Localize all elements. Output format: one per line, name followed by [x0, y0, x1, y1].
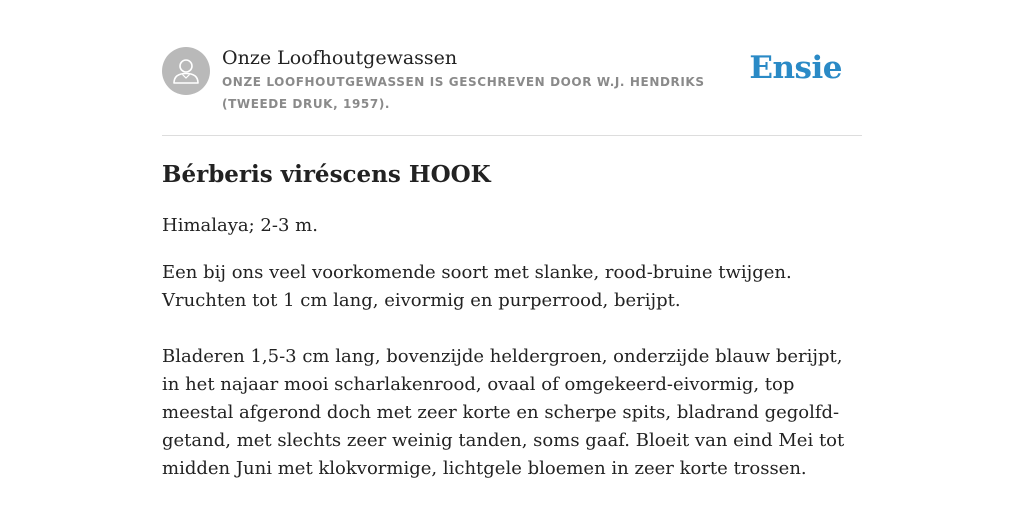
book-subtitle: ONZE LOOFHOUTGEWASSEN IS GESCHREVEN DOOR W.J. HENDRIKS (TWEEDE DRUK, 1957).	[222, 75, 705, 111]
entry-paragraph-origin: Himalaya; 2-3 m.	[162, 215, 318, 236]
divider	[162, 135, 862, 136]
book-header	[162, 46, 862, 118]
book-title[interactable]: Onze Loofhoutgewassen	[222, 47, 458, 69]
entry-paragraph-description: Een bij ons veel voorkomende soort met slanke, rood-bruine twijgen. Vruchten tot 1 cm lang, eivormig en purperrood, berijpt.	[162, 262, 792, 311]
ensie-logo[interactable]: Ensie	[749, 50, 842, 86]
entry-title: Bérberis viréscens HOOK	[162, 161, 491, 188]
avatar[interactable]	[162, 47, 210, 95]
user-icon	[162, 47, 210, 95]
entry-paragraph-leaves: Bladeren 1,5-3 cm lang, bovenzijde heldergroen, onderzijde blauw berijpt, in het najaar mooi scharlakenrood, ovaal of omgekeerd-eivormig, top meestal afgerond doch met zeer korte en scherpe spits, bladrand gegolfd-getand, met slechts zeer weinig tanden, soms gaaf. Bloeit van eind Mei tot midden Juni met klokvormige, lichtgele bloemen in zeer korte trossen.	[162, 346, 845, 479]
